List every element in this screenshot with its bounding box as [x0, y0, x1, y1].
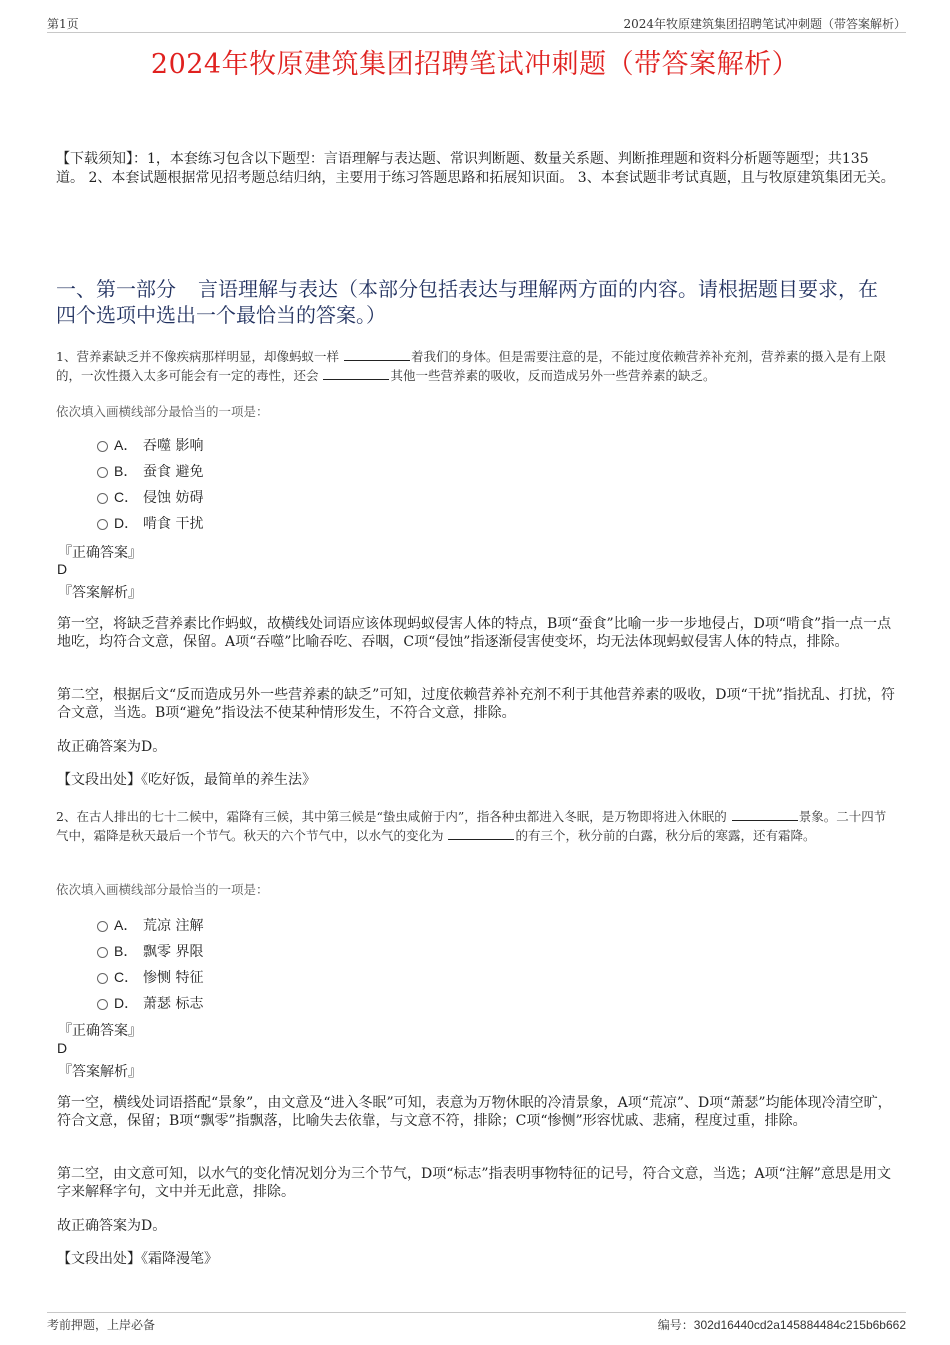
fill-blank [344, 347, 410, 361]
option-b[interactable]: B． 飘零 界限 [97, 938, 203, 964]
correct-answer-label: 『正确答案』 [58, 1023, 142, 1039]
option-a[interactable]: A． 荒凉 注解 [97, 912, 203, 938]
page-footer [47, 1312, 906, 1333]
question-stem: 2、在古人排出的七十二候中，霜降有三候，其中第三候是“蛰虫咸俯于内”，指各种虫都进入冬眠，是万物即将进入休眠的 景象。二十四节气中，霜降是秋天最后一个节气。秋天的六个节气中，以水气的变化为 的有三个，秋分前的白露，秋分后的寒露，还有霜降。 [56, 809, 887, 843]
section-text: 言语理解与表达（本部分包括表达与理解两方面的内容。请根据题目要求，在四个选项中选出一个最恰当的答案。） [56, 277, 878, 327]
analysis-conclusion: 故正确答案为D。 [57, 1218, 167, 1234]
radio-icon[interactable] [97, 947, 108, 958]
correct-answer: D [57, 1040, 68, 1056]
analysis-paragraph: 第一空，横线处词语搭配“景象”，由文意及“进入冬眠”可知，表意为万物休眠的冷清景象，A项“荒凉”、D项“萧瑟”均能体现冷清空旷，符合文意，保留；B项“飘零”指飘落，比喻失去依靠，与文意不符，排除；C项“惨恻”形容忧戚、悲痛，程度过重，排除。 [57, 1095, 892, 1129]
radio-icon[interactable] [97, 467, 108, 478]
radio-icon[interactable] [97, 493, 108, 504]
options-list [97, 912, 203, 1016]
option-b[interactable]: B． 蚕食 避免 [97, 458, 203, 484]
page-header [47, 14, 906, 33]
analysis-label: 『答案解析』 [58, 585, 142, 601]
options-list [97, 432, 203, 536]
radio-icon[interactable] [97, 441, 108, 452]
radio-icon[interactable] [97, 973, 108, 984]
footer-code: 编号：302d16440cd2a145884484c215b6b662 [657, 1318, 906, 1332]
download-notice: 【下载须知】：1，本套练习包含以下题型：言语理解与表达题、常识判断题、数量关系题、判断推理题和资料分析题等题型；共135道。 2、本套试题根据常见招考题总结归纳，主要用于练习答题思路和拓展知识面。 3、本套试题非考试真题，且与牧原建筑集团无关。 [56, 151, 895, 186]
correct-answer-label: 『正确答案』 [58, 545, 142, 561]
document-title: 2024年牧原建筑集团招聘笔试冲刺题（带答案解析） [150, 49, 800, 80]
fill-blank [732, 807, 798, 821]
footer-slogan: 考前押题，上岸必备 [47, 1318, 156, 1332]
fill-blank [323, 366, 389, 380]
radio-icon[interactable] [97, 519, 108, 530]
text-source: 【文段出处】《吃好饭，最简单的养生法》 [57, 772, 316, 788]
analysis-label: 『答案解析』 [58, 1064, 142, 1080]
section-heading [56, 276, 896, 328]
option-a[interactable]: A． 吞噬 影响 [97, 432, 203, 458]
analysis-paragraph: 第二空，根据后文“反而造成另外一些营养素的缺乏”可知，过度依赖营养补充剂不利于其他营养素的吸收，D项“干扰”指扰乱、打扰，符合文意，当选。B项“避免”指设法不使某种情形发生，不符合文意，排除。 [57, 687, 895, 721]
fill-blank [448, 826, 514, 840]
correct-answer: D [57, 561, 68, 577]
option-c[interactable]: C． 惨恻 特征 [97, 964, 203, 990]
option-d[interactable]: D． 啃食 干扰 [97, 510, 203, 536]
analysis-paragraph: 第二空，由文意可知，以水气的变化情况划分为三个节气，D项“标志”指表明事物特征的记号，符合文意，当选；A项“注解”意思是用文字来解释字句，文中并无此意，排除。 [57, 1166, 891, 1200]
question-prompt: 依次填入画横线部分最恰当的一项是： [56, 882, 269, 897]
header-doc-title: 2024年牧原建筑集团招聘笔试冲刺题（带答案解析） [623, 17, 906, 31]
analysis-conclusion: 故正确答案为D。 [57, 739, 167, 755]
question-prompt: 依次填入画横线部分最恰当的一项是： [56, 404, 269, 419]
radio-icon[interactable] [97, 999, 108, 1010]
page-number: 第1页 [47, 17, 79, 31]
text-source: 【文段出处】《霜降漫笔》 [57, 1251, 218, 1267]
analysis-paragraph: 第一空，将缺乏营养素比作蚂蚁，故横线处词语应该体现蚂蚁侵害人体的特点，B项“蚕食”比喻一步一步地侵占，D项“啃食”指一点一点地吃，均符合文意，保留。A项“吞噬”比喻吞吃、吞咽，C项“侵蚀”指逐渐侵害使变坏，均无法体现蚂蚁侵害人体的特点，排除。 [57, 616, 892, 650]
radio-icon[interactable] [97, 921, 108, 932]
section-number: 一、第一部分 [56, 277, 176, 301]
option-c[interactable]: C． 侵蚀 妨碍 [97, 484, 203, 510]
option-d[interactable]: D． 萧瑟 标志 [97, 990, 203, 1016]
question-stem: 1、营养素缺乏并不像疾病那样明显，却像蚂蚁一样 着我们的身体。但是需要注意的是，不能过度依赖营养补充剂，营养素的摄入是有上限的，一次性摄入太多可能会有一定的毒性，还会 其他一些营养素的吸收，反而造成另外一些营养素的缺乏。 [56, 349, 886, 383]
